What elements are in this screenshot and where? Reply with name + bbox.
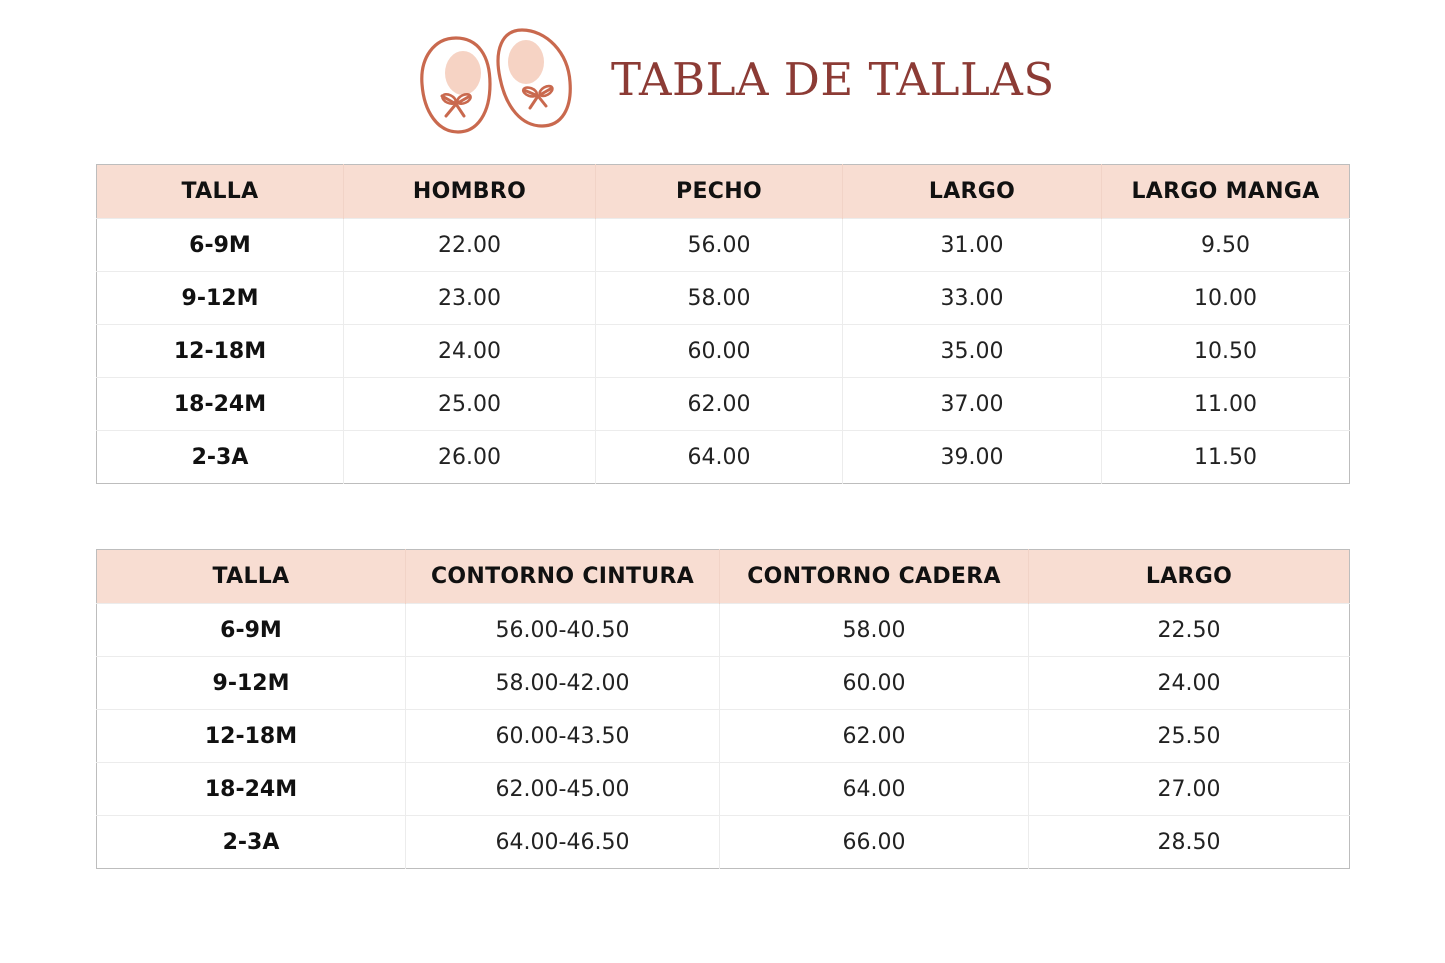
size-table-bottoms <box>96 549 1350 869</box>
cell-value: 39.00 <box>843 431 1102 484</box>
cell-value: 37.00 <box>843 378 1102 431</box>
cell-value: 58.00-42.00 <box>406 657 720 710</box>
cell-value: 9.50 <box>1102 219 1350 272</box>
cell-value: 58.00 <box>720 604 1029 657</box>
table-row <box>97 272 1350 325</box>
table-row <box>97 325 1350 378</box>
cell-value: 24.00 <box>1029 657 1350 710</box>
size-label: 6-9M <box>97 604 406 657</box>
column-header-contorno-cadera: CONTORNO CADERA <box>720 550 1029 604</box>
table-header-row <box>97 550 1350 604</box>
size-label: 9-12M <box>97 657 406 710</box>
column-header-talla: TALLA <box>97 550 406 604</box>
table-row <box>97 657 1350 710</box>
cell-value: 62.00 <box>596 378 843 431</box>
table-row <box>97 710 1350 763</box>
column-header-pecho: PECHO <box>596 165 843 219</box>
column-header-talla: TALLA <box>97 165 344 219</box>
cell-value: 10.50 <box>1102 325 1350 378</box>
page-title: TABLA DE TALLAS <box>611 53 1055 106</box>
cell-value: 24.00 <box>344 325 596 378</box>
size-label: 18-24M <box>97 763 406 816</box>
table-row <box>97 219 1350 272</box>
cell-value: 11.50 <box>1102 431 1350 484</box>
table-row <box>97 378 1350 431</box>
table-header-row <box>97 165 1350 219</box>
size-label: 12-18M <box>97 710 406 763</box>
cell-value: 64.00 <box>720 763 1029 816</box>
cell-value: 64.00 <box>596 431 843 484</box>
cell-value: 26.00 <box>344 431 596 484</box>
size-label: 6-9M <box>97 219 344 272</box>
column-header-largo-manga: LARGO MANGA <box>1102 165 1350 219</box>
cell-value: 56.00-40.50 <box>406 604 720 657</box>
size-label: 9-12M <box>97 272 344 325</box>
cell-value: 22.00 <box>344 219 596 272</box>
size-table-tops <box>96 164 1350 484</box>
cell-value: 62.00 <box>720 710 1029 763</box>
size-label: 2-3A <box>97 816 406 869</box>
cell-value: 35.00 <box>843 325 1102 378</box>
page-header <box>0 0 1445 150</box>
size-label: 12-18M <box>97 325 344 378</box>
cell-value: 25.50 <box>1029 710 1350 763</box>
cell-value: 66.00 <box>720 816 1029 869</box>
cell-value: 60.00 <box>596 325 843 378</box>
cell-value: 25.00 <box>344 378 596 431</box>
cell-value: 31.00 <box>843 219 1102 272</box>
cell-value: 56.00 <box>596 219 843 272</box>
column-header-largo: LARGO <box>843 165 1102 219</box>
baby-shoes-icon <box>412 22 582 140</box>
cell-value: 28.50 <box>1029 816 1350 869</box>
cell-value: 58.00 <box>596 272 843 325</box>
size-label: 2-3A <box>97 431 344 484</box>
size-label: 18-24M <box>97 378 344 431</box>
table-row <box>97 816 1350 869</box>
cell-value: 23.00 <box>344 272 596 325</box>
cell-value: 10.00 <box>1102 272 1350 325</box>
table-row <box>97 604 1350 657</box>
table-row <box>97 763 1350 816</box>
cell-value: 27.00 <box>1029 763 1350 816</box>
cell-value: 64.00-46.50 <box>406 816 720 869</box>
cell-value: 60.00-43.50 <box>406 710 720 763</box>
column-header-largo: LARGO <box>1029 550 1350 604</box>
column-header-contorno-cintura: CONTORNO CINTURA <box>406 550 720 604</box>
column-header-hombro: HOMBRO <box>344 165 596 219</box>
table-row <box>97 431 1350 484</box>
cell-value: 22.50 <box>1029 604 1350 657</box>
cell-value: 33.00 <box>843 272 1102 325</box>
cell-value: 62.00-45.00 <box>406 763 720 816</box>
cell-value: 60.00 <box>720 657 1029 710</box>
cell-value: 11.00 <box>1102 378 1350 431</box>
